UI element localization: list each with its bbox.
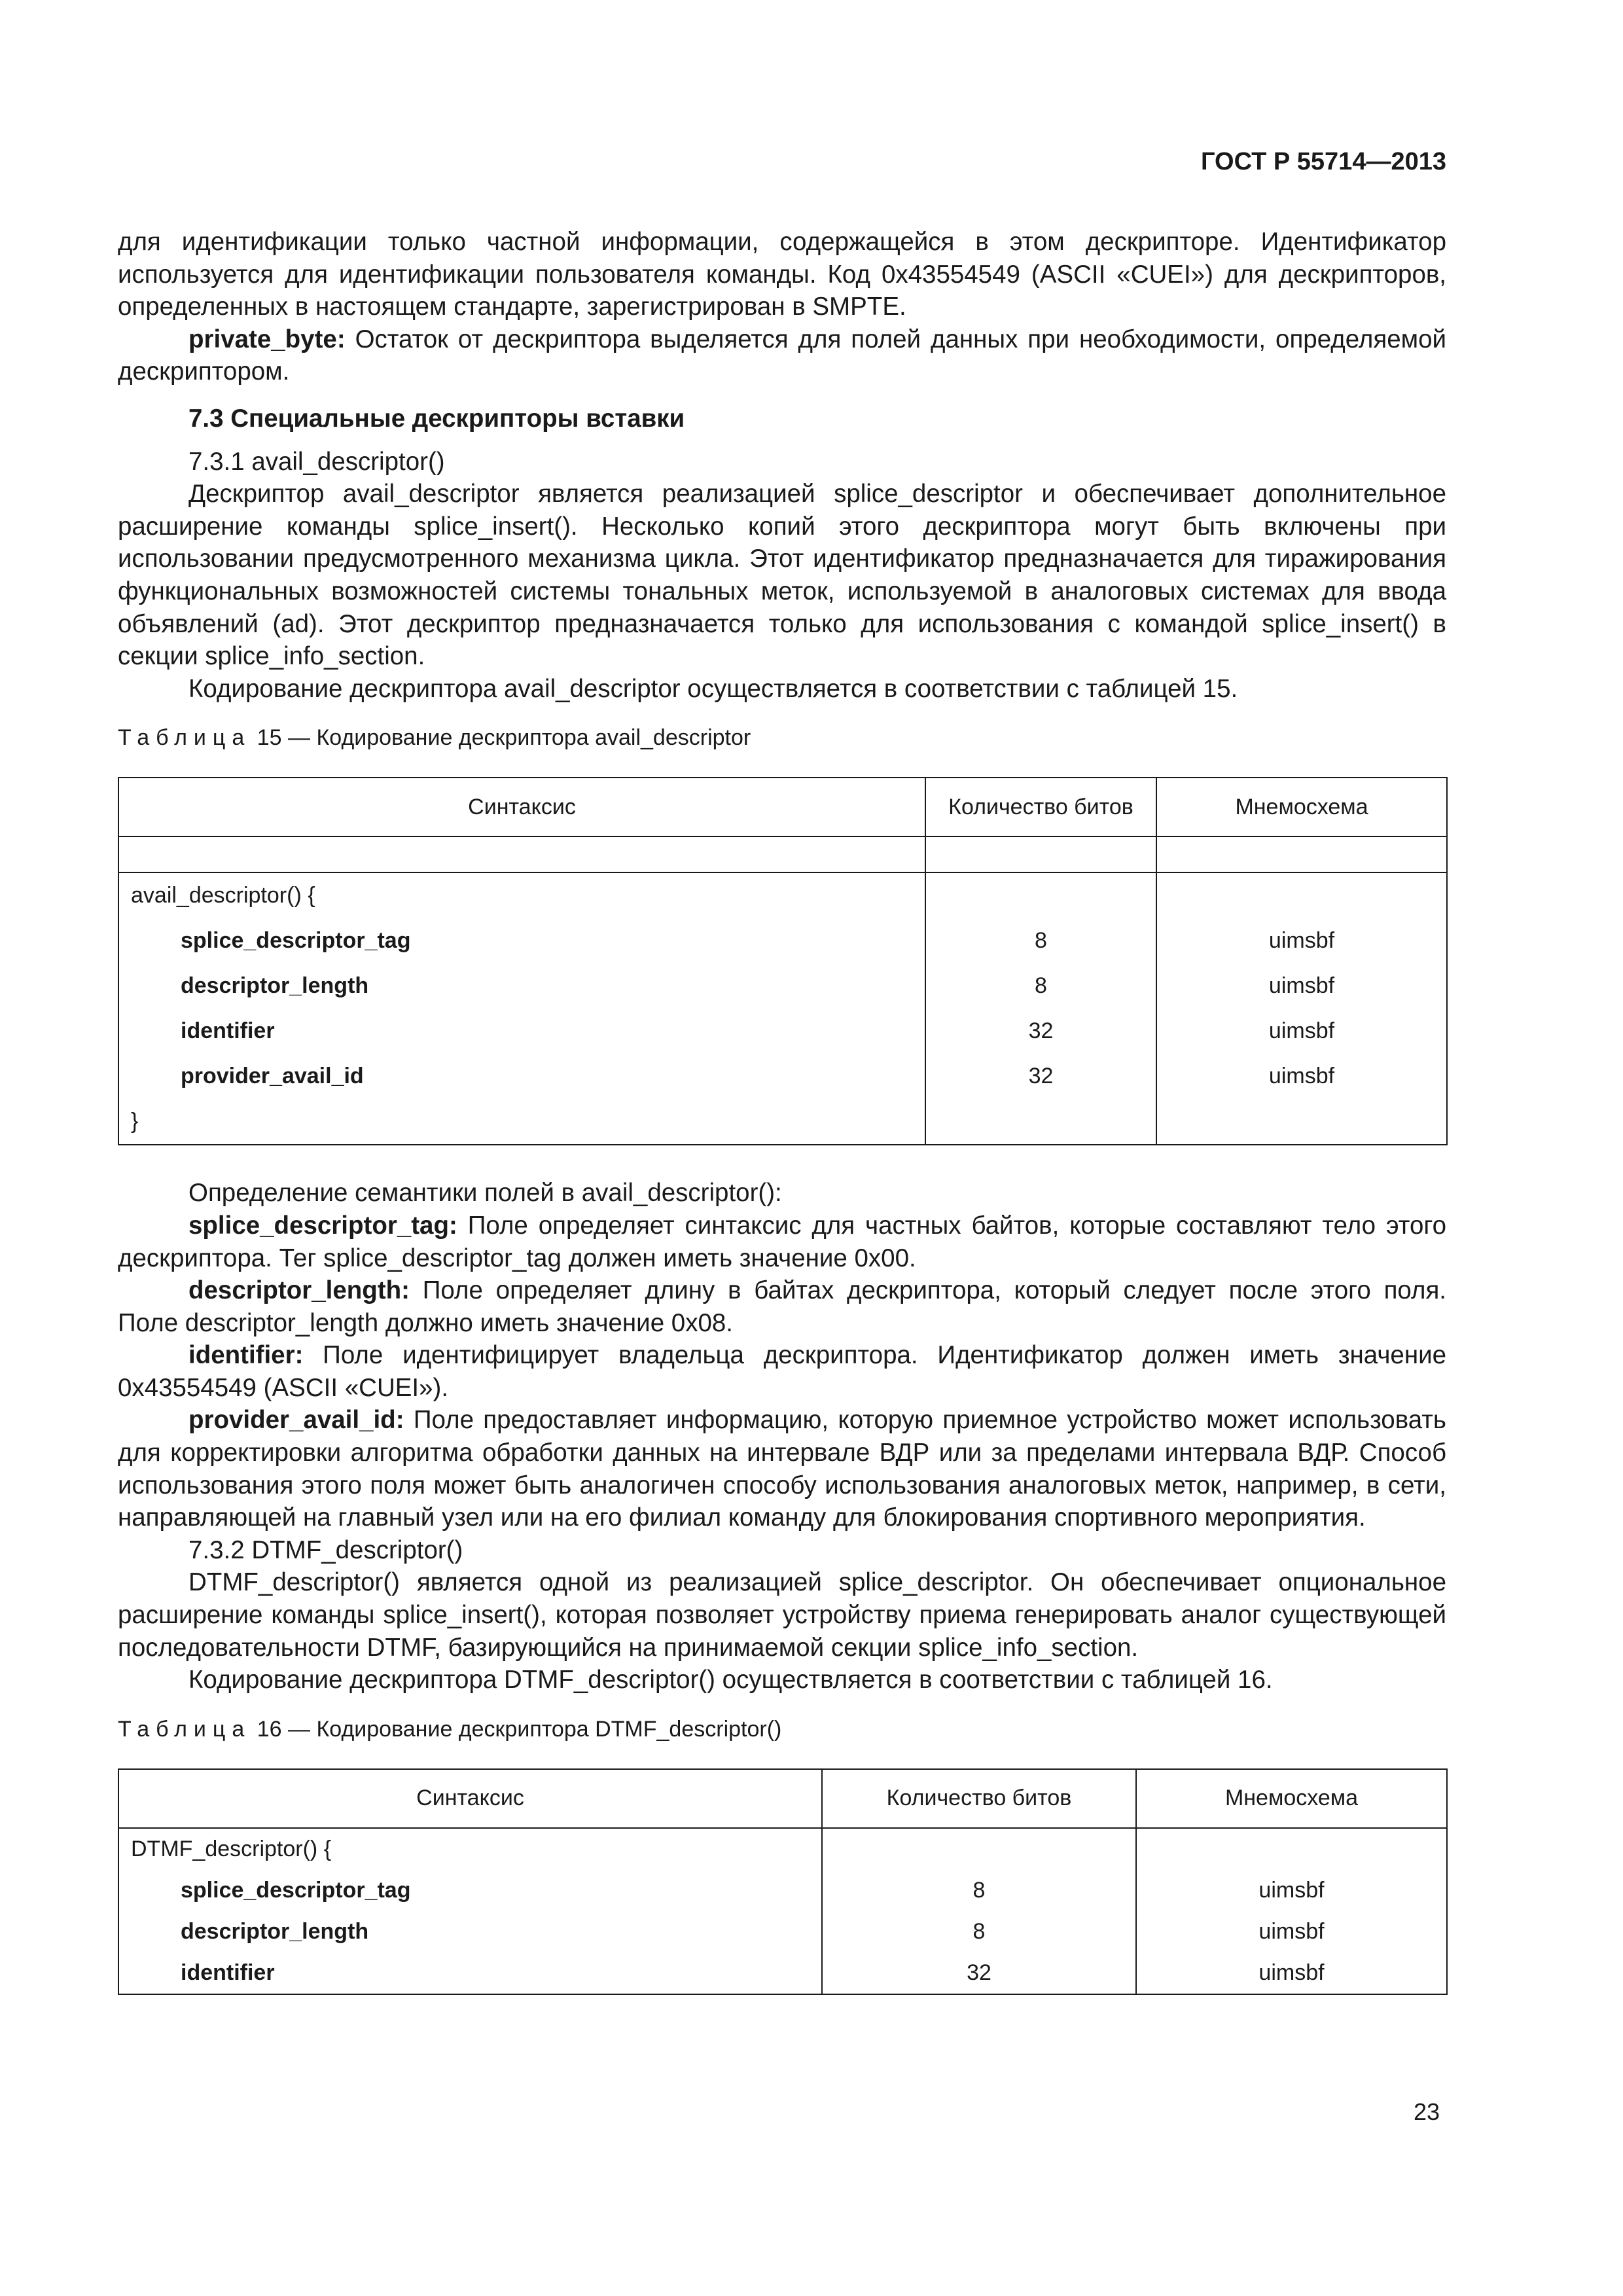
field-name: splice_descriptor_tag [181,1877,411,1903]
semantics-term: provider_avail_id: [188,1406,404,1435]
field-name: identifier [181,1960,275,1985]
intro-paragraph-2 [118,323,1446,388]
bits-value: 32 [1028,1018,1054,1044]
syntax-open-line: avail_descriptor() { [131,883,315,908]
syntax-open-line: DTMF_descriptor() { [131,1836,332,1861]
table-caption-word: Таблица [118,1716,251,1742]
semantics-item [118,1404,1446,1534]
mnemonic-cell [1156,872,1447,1145]
table-header-row [118,778,1447,836]
column-header-bits: Количество битов [822,1769,1136,1828]
semantics-term: descriptor_length: [188,1276,410,1305]
syntax-cell [118,872,925,1145]
semantics-definition: Поле предоставляет информацию, которую приемное устройство может использовать для корректировки алгоритма обработки данных на интервале ВДР или за пределами интервала ВДР. Способ использования этого поля может быть аналогичен способу использования аналоговых меток, например, в сети, направляющей на главный узел или на его филиал команду для блокирования спортивного мероприятия. [118,1406,1446,1532]
table-16-caption [118,1716,1446,1742]
semantics-term: identifier: [188,1341,304,1370]
mnemonic-cell [1136,1828,1447,1994]
table-body-row [118,1828,1447,1994]
table-16 [118,1768,1448,1995]
table-15 [118,777,1448,1145]
semantics-definition: Поле определяет синтаксис для частных байтов, которые составляют тело этого дескриптора. Тег splice_descriptor_tag должен иметь значение 0x00. [118,1211,1446,1272]
intro-paragraph-1: для идентификации только частной информации, содержащейся в этом дескрипторе. Идентификатор используется для идентификации пользователя команды. Код 0x43554549 (ASCII «CUEI») для дескрипторов, определенных в настоящем стандарте, зарегистрирован в SMPTE. [118,228,1446,321]
private-byte-definition: Остаток от дескриптора выделяется для полей данных при необходимости, определяемой дескриптором. [118,325,1446,386]
bits-value: 8 [1035,928,1047,954]
dtmf-descriptor-description: DTMF_descriptor() является одной из реализацией splice_descriptor. Он обеспечивает опциональное расширение команды splice_insert(), которая позволяет устройству приема генерировать аналог существующей последовательности DTMF, базирующийся на принимаемой секции splice_info_section. [118,1568,1446,1662]
column-header-mnemonic: Мнемосхема [1136,1769,1447,1828]
semantics-intro: Определение семантики полей в avail_descriptor(): [188,1179,782,1208]
semantics-definition: Поле идентифицирует владельца дескриптора. Идентификатор должен иметь значение 0x43554549 (ASCII «CUEI»). [118,1341,1446,1402]
column-header-bits: Количество битов [925,778,1156,836]
page-number: 23 [1413,2098,1440,2125]
table-caption-title: 16 — Кодирование дескриптора DTMF_descriptor() [251,1716,782,1742]
bits-value: 32 [967,1960,991,1985]
semantics-definition: Поле определяет длину в байтах дескриптора, который следует после этого поля. Поле descriptor_length должно иметь значение 0x08. [118,1276,1446,1337]
table-caption-word: Таблица [118,725,251,751]
column-header-mnemonic: Мнемосхема [1156,778,1447,836]
semantics-item [118,1210,1446,1274]
syntax-close-line: } [131,1109,139,1134]
field-name: descriptor_length [181,1918,369,1944]
semantics-item [118,1274,1446,1339]
semantics-term: splice_descriptor_tag: [188,1211,457,1240]
table-caption-title: 15 — Кодирование дескриптора avail_descriptor [251,725,751,751]
subsection-heading-7-3-2: 7.3.2 DTMF_descriptor() [188,1535,463,1564]
mnemonic-value: uimsbf [1268,973,1335,999]
mnemonic-value: uimsbf [1258,1918,1325,1944]
column-header-syntax: Синтаксис [118,1769,822,1828]
syntax-cell [118,1828,822,1994]
document-code-header: ГОСТ Р 55714—2013 [1201,148,1446,175]
field-name: identifier [181,1018,275,1044]
mnemonic-value: uimsbf [1258,1877,1325,1903]
column-header-syntax: Синтаксис [118,778,925,836]
bits-value: 8 [1035,973,1047,999]
bits-value: 8 [972,1877,986,1903]
mnemonic-value: uimsbf [1268,1018,1335,1044]
table-15-caption [118,725,1446,751]
table-body-row [118,872,1447,1145]
page-body [118,226,1446,1995]
subsection-heading-7-3-1: 7.3.1 avail_descriptor() [188,447,445,476]
bits-cell [925,872,1156,1145]
field-name: provider_avail_id [181,1064,364,1089]
field-name: descriptor_length [181,973,369,999]
bits-value: 8 [972,1918,986,1944]
field-name: splice_descriptor_tag [181,928,411,954]
table-empty-row [118,836,1447,872]
avail-descriptor-description: Дескриптор avail_descriptor является реализацией splice_descriptor и обеспечивает дополнительное расширение команды splice_insert(). Несколько копий этого дескриптора могут быть включены при использовании предусмотренного механизма цикла. Этот идентификатор предназначается для тиражирования функциональных возможностей системы тональных меток, используемой в аналоговых системах для ввода объявлений (ad). Этот дескриптор предназначается только для использования с командой splice_insert() в секции splice_info_section. [118,480,1446,671]
bits-value: 32 [1028,1064,1054,1089]
mnemonic-value: uimsbf [1268,1064,1335,1089]
table-header-row [118,1769,1447,1828]
bits-cell [822,1828,1136,1994]
semantics-item [118,1339,1446,1404]
dtmf-descriptor-coding-note: Кодирование дескриптора DTMF_descriptor() осуществляется в соответствии с таблицей 16. [188,1666,1273,1695]
mnemonic-value: uimsbf [1258,1960,1325,1985]
section-heading-7-3: 7.3 Специальные дескрипторы вставки [188,404,685,433]
term-private-byte: private_byte: [188,325,346,353]
mnemonic-value: uimsbf [1268,928,1335,954]
avail-descriptor-coding-note: Кодирование дескриптора avail_descriptor осуществляется в соответствии с таблицей 15. [188,674,1238,703]
